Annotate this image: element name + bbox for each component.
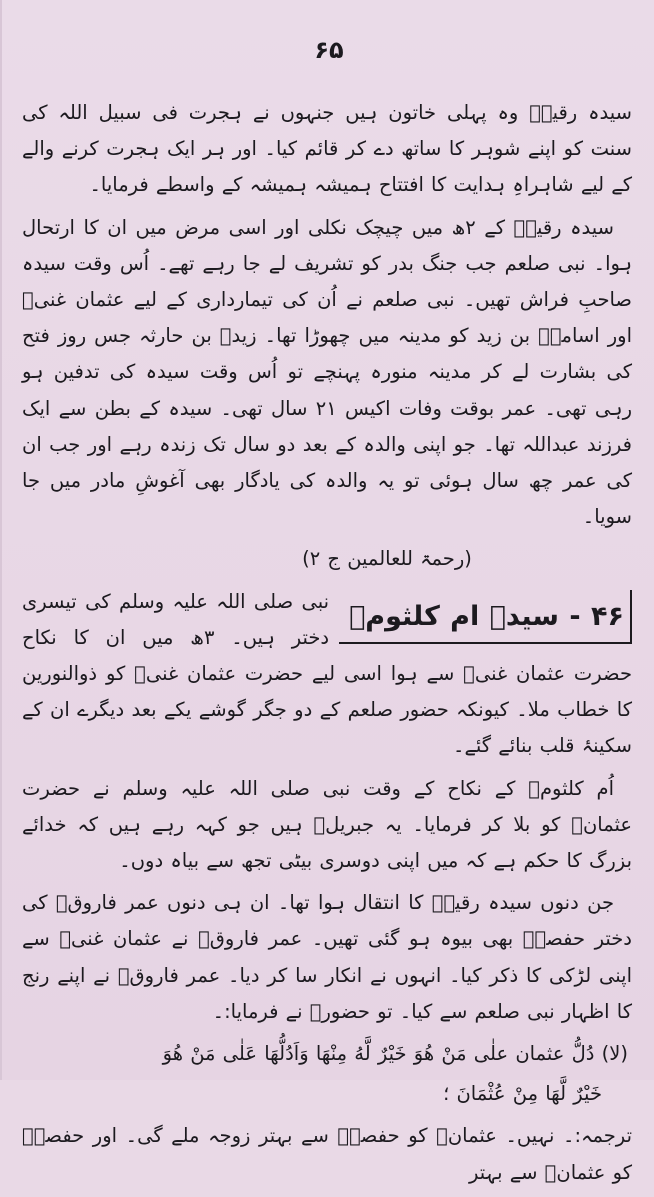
paragraph-ruqayya-hijrah: سیدہ رقیہؓ وہ پہلی خاتون ہیں جنہوں نے ہجرت فی سبیل اللہ کی سنت کو اپنے شوہر کا ساتھ دے کر قائم کیا۔ اور ہر ایک ہجرت کرنے والے کے لیے شاہراہِ ہدایت کا افتتاح ہمیشہ ہمیشہ کے واسطے فرمایا۔ — [22, 101, 632, 197]
paragraph-hafsa: جن دنوں سیدہ رقیہؓ کا انتقال ہوا تھا۔ ان ہی دنوں عمر فاروقؓ کی دختر حفصہؓ بھی بیوہ ہو گئی تھیں۔ عمر فاروقؓ نے عثمان غنیؓ سے اپنی لڑکی کا ذکر کیا۔ انہوں نے انکار سا کر دیا۔ عمر فاروقؓ نے اپنے رنج کا اظہار نبی صلعم سے کیا۔ تو حضورؐ نے فرمایا:۔ — [22, 891, 632, 1023]
page-body — [22, 95, 632, 1197]
section-number: ۴۶ — [591, 600, 624, 632]
page-number: ۶۵ — [314, 36, 344, 64]
paragraph-umm-kulthum-intro: نبی صلی اللہ علیہ وسلم کی تیسری دختر ہیں۔ ۳ھ میں ان کا نکاح حضرت عثمان غنیؓ سے ہوا اسی لیے حضرت عثمان غنیؓ کو ذوالنورین کا خطاب ملا۔ کیونکہ حضور صلعم کے دو جگر گوشے یکے بعد دیگرے ان کے سکینۂ قلب بنائے گئے۔ — [22, 589, 632, 758]
arabic-verse-line-2: خَيْرٌ لَّهَا مِنْ عُثْمَانَ ؛ — [443, 1082, 602, 1106]
translation-line: ترجمہ:۔ نہیں۔ عثمانؓ کو حفصہؓ سے بہتر زوجہ ملے گی۔ اور حفصہؓ کو عثمانؓ سے بہتر — [22, 1124, 632, 1184]
arabic-verse-line-1: (لا) دُلُّ عثمان علٰی مَنْ هُوَ خَيْرٌ لَّهُ مِنْهَا وَاَدُلُّهَا عَلٰی مَنْ هُوَ — [162, 1042, 628, 1066]
section-heading-row — [22, 584, 632, 771]
citation: (رحمۃ للعالمین ج ۲) — [302, 547, 472, 571]
paragraph-ruqayya-death: سیدہ رقیہؓ کے ۲ھ میں چیچک نکلی اور اسی مرض میں ان کا ارتحال ہوا۔ نبی صلعم جب جنگ بدر کو تشریف لے جا رہے تھے۔ اُس وقت سیدہ صاحبِ فراش تھیں۔ نبی صلعم نے اُن کی تیمارداری کے لیے عثمان غنیؓ اور اسامہؓ بن زید کو مدینہ میں چھوڑا تھا۔ زیدؓ بن حارثہ جس روز فتح کی بشارت لے کر مدینہ منورہ پہنچے تو اُس وقت سیدہ کی تدفین ہو رہی تھی۔ عمر بوقت وفات اکیس ۲۱ سال تھی۔ سیدہ کے بطن سے ایک فرزند عبداللہ تھا۔ جو اپنی والدہ کے بعد دو سال تک زندہ رہے اور جب ان کی عمر چھ سال ہوئی تو یہ والدہ کی یادگار بھی آغوشِ مادر میں جا سویا۔ — [22, 215, 632, 529]
section-heading: ۴۶ - سیدہ ام کلثومؓ — [339, 590, 632, 644]
paragraph-marriage: اُم کلثومؓ کے نکاح کے وقت نبی صلی اللہ علیہ وسلم نے حضرت عثمانؓ کو بلا کر فرمایا۔ یہ جبریلؑ ہیں جو کہہ رہے ہیں کہ خدائے بزرگ کا حکم ہے کہ میں اپنی دوسری بیٹی تجھ سے بیاہ دوں۔ — [22, 776, 632, 873]
section-title: سیدہ ام کلثومؓ — [349, 600, 559, 632]
